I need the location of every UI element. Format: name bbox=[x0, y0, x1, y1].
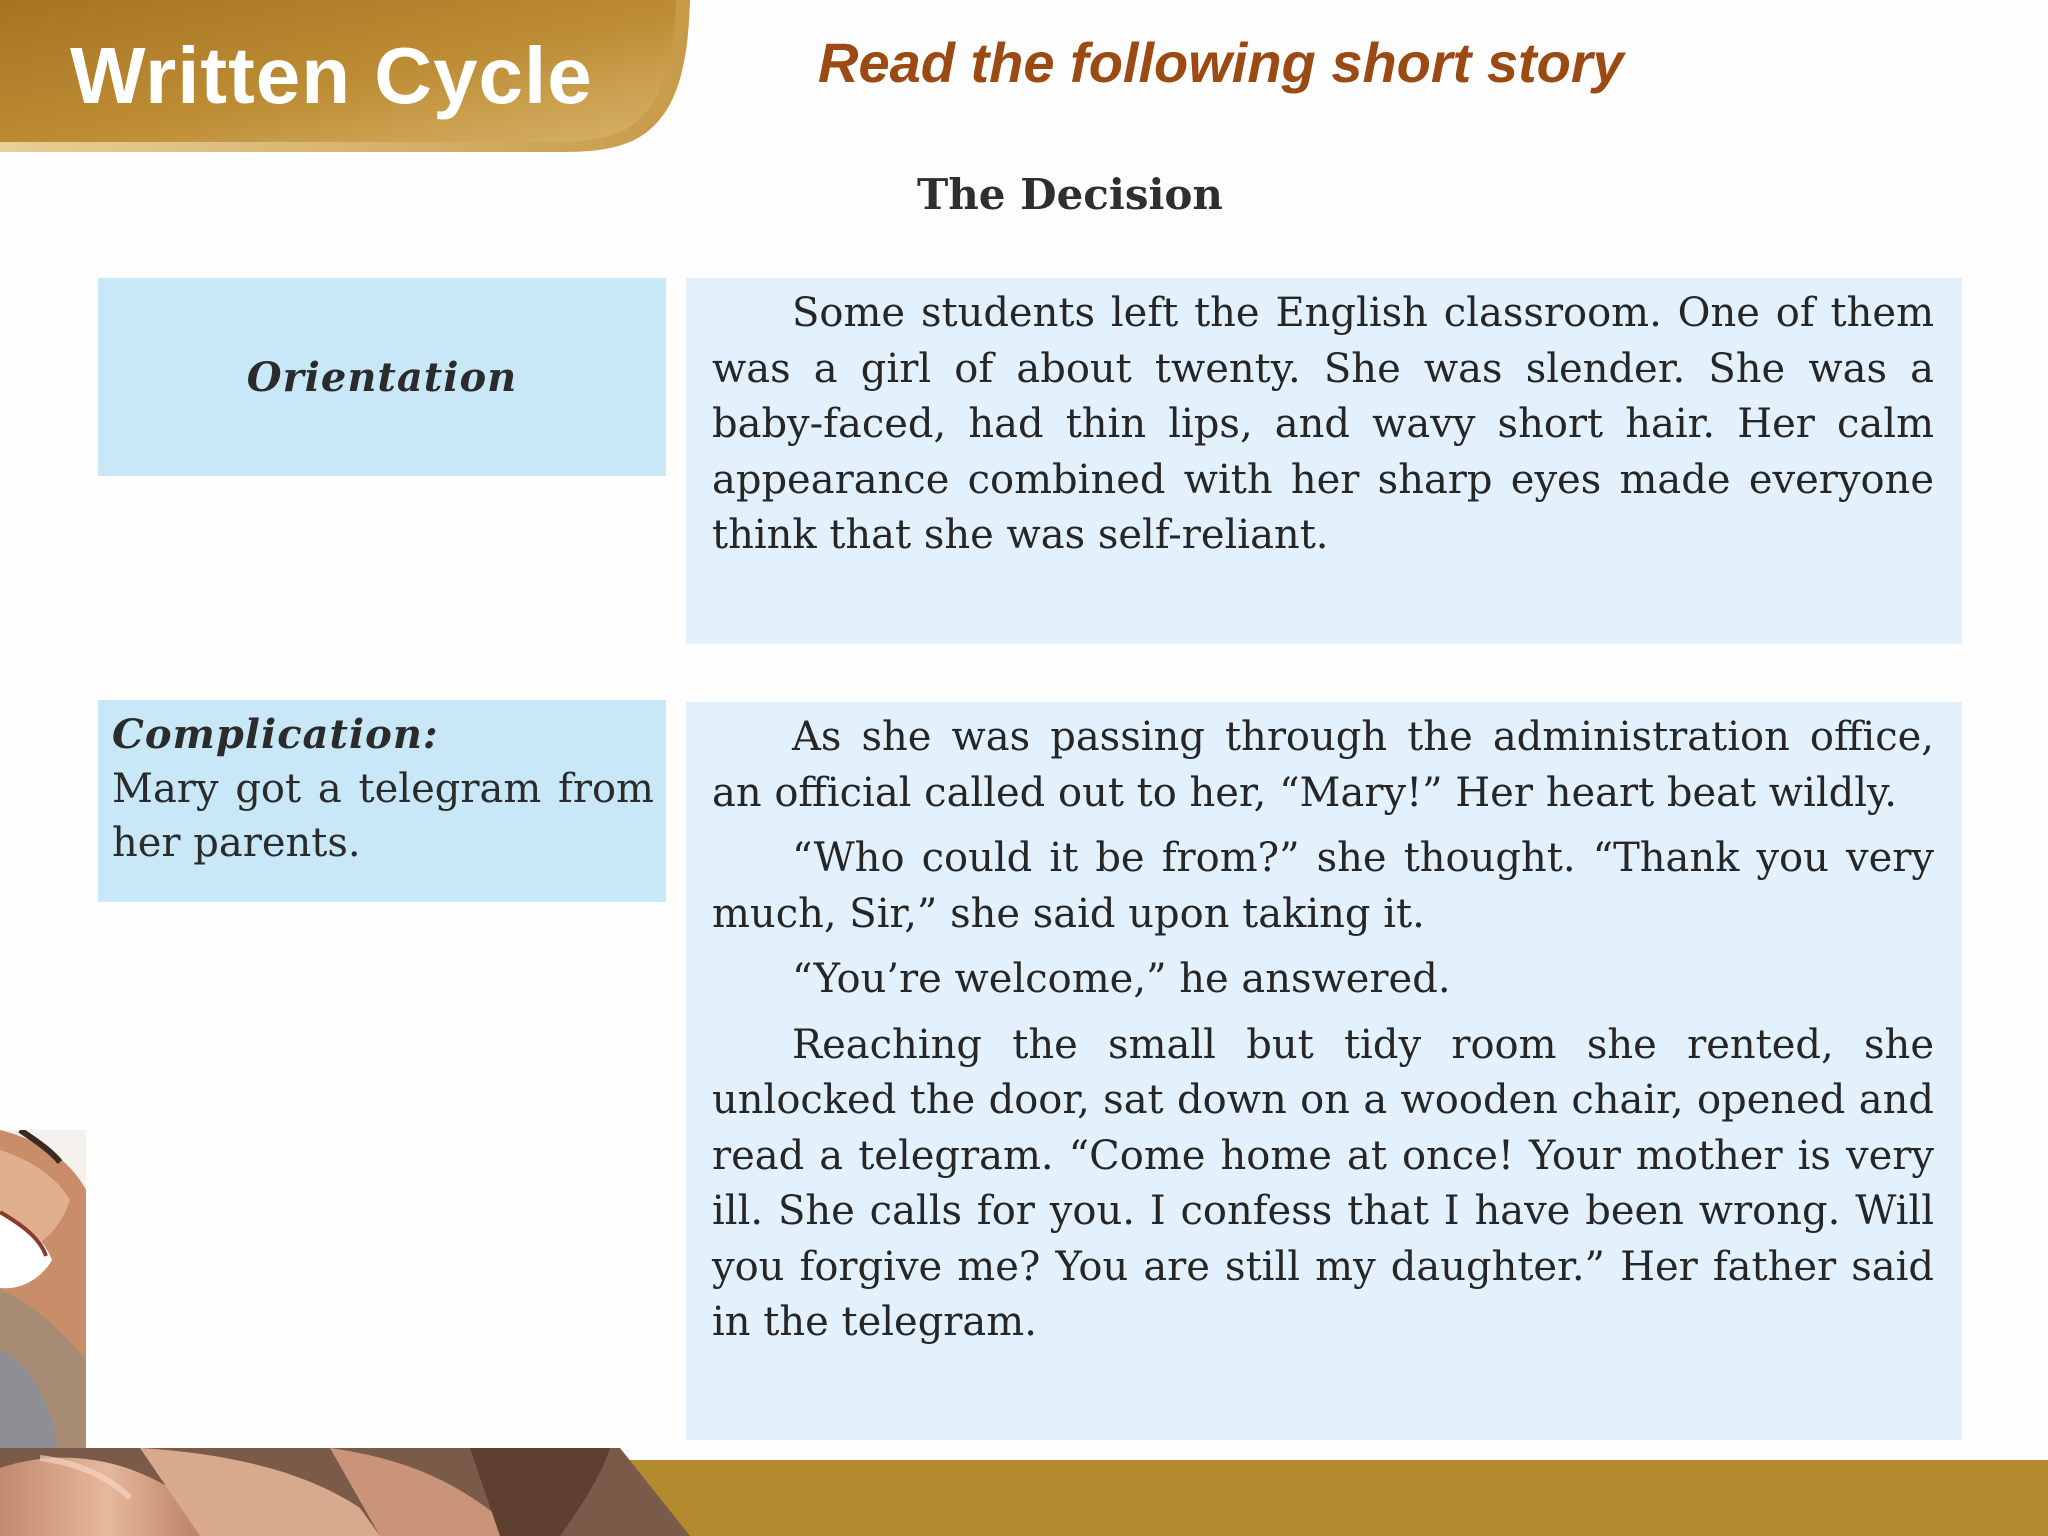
story-paragraph: “You’re welcome,” he answered. bbox=[792, 956, 1451, 1002]
orientation-text-box bbox=[686, 278, 1962, 644]
slide-title: Written Cycle bbox=[70, 31, 593, 120]
complication-label: Complication: bbox=[112, 711, 439, 758]
story-paragraph: Some students left the English classroom. One of them was a girl of about twenty. She was slender. She was a baby-faced, had thin lips, and wavy short hair. Her calm appearance combined with her sharp eyes made everyone think that she was self-reliant. bbox=[712, 290, 1934, 558]
orientation-label: Orientation bbox=[246, 353, 518, 401]
story-paragraph: Reaching the small but tidy room she rented, she unlocked the door, sat down on a wooden chair, opened and read a telegram. “Come home at once! Your mother is very ill. She calls for you. I confess that I have been wrong. Will you forgive me? You are still my daughter.” Her father said in the telegram. bbox=[712, 1021, 1934, 1345]
smiling-person-photo bbox=[0, 1130, 86, 1460]
story-paragraph: “Who could it be from?” she thought. “Thank you very much, Sir,” she said upon taking it. bbox=[712, 835, 1934, 937]
instruction-heading: Read the following short story bbox=[818, 31, 1624, 94]
hands-photo bbox=[0, 1448, 690, 1536]
story-title: The Decision bbox=[917, 170, 1223, 219]
complication-text-box bbox=[686, 702, 1962, 1440]
title-ribbon bbox=[0, 0, 700, 152]
story-paragraph: As she was passing through the administration office, an official called out to her, “Mary!” Her heart beat wildly. bbox=[712, 714, 1934, 816]
orientation-label-box bbox=[98, 278, 666, 476]
complication-label-box bbox=[98, 700, 666, 902]
complication-note: Mary got a telegram from her parents. bbox=[112, 766, 654, 866]
